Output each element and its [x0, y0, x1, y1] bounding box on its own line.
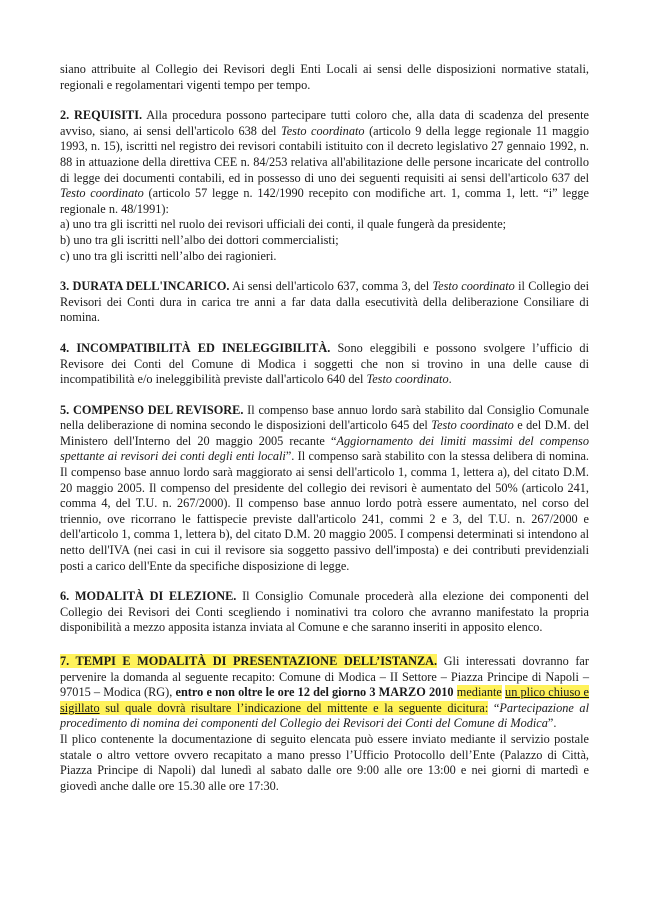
body-text: “: [488, 700, 500, 715]
section-heading: 6. MODALITÀ DI ELEZIONE.: [60, 589, 237, 604]
intro-text: siano attribuite al Collegio dei Revisori degli Enti Locali ai sensi delle disposizioni normative statali, regionali e regolamentari vigenti tempo per tempo.: [60, 62, 589, 92]
section-tempi: [60, 654, 589, 732]
body-text: Sono eleggibili e possono svolgere l’ufficio di Revisore dei Conti del Comune di Modica i soggetti che non si trovino in una delle cause di incompatibilità e/o ineleggibilità previste dall'articolo 640 del: [60, 340, 589, 387]
italic-text: Testo coordinato: [432, 279, 515, 294]
section-heading: 3. DURATA DELL'INCARICO.: [60, 279, 230, 294]
body-text: Il compenso base annuo lordo sarà stabilito dal Consiglio Comunale nella deliberazione di nomina secondo le disposizioni dell'articolo 645 del: [60, 402, 589, 433]
italic-text: Testo coordinato: [281, 123, 365, 138]
section-elezione: [60, 589, 589, 636]
section-heading: 2. REQUISITI.: [60, 108, 143, 123]
section-heading: 4. INCOMPATIBILITÀ ED INELEGGIBILITÀ.: [60, 340, 331, 355]
section-compenso: [60, 403, 589, 575]
deadline-text: entro e non oltre le ore 12 del giorno 3 MARZO 2010: [175, 685, 454, 700]
section-requisiti: [60, 108, 589, 217]
body-text: ”. Il compenso sarà stabilito con la stessa delibera di nomina. Il compenso base annuo lordo sarà maggiorato ai sensi dell'articolo 1, comma 1, lettera a), del citato D.M. 20 maggio 2005. Il compenso del presidente del collegio dei revisori è aumentato del 50% (articolo 241, comma 4, del T.U. n. 267/2000). Il compenso base annuo lordo potrà essere aumentato, nel corso del triennio, ove ricorrano le fattispecie previste dall'articolo 241, commi 2 e 3, del T.U. n. 267/2000 e dell'articolo 1, comma 1, lettera b), del citato D.M. 20 maggio 2005. I compensi determinati si intendono al netto dell'IVA (nei casi in cui il revisore sia soggetto passivo dell'imposta) e dei contributi previdenziali posti a carico dell'Ente da specifiche disposizione di legge.: [60, 449, 590, 573]
body-text: .: [448, 372, 452, 387]
body-text: ”.: [547, 716, 557, 731]
section-heading: 5. COMPENSO DEL REVISORE.: [60, 402, 244, 417]
section-incompatibilita: [60, 341, 589, 388]
highlighted-text: sul quale dovrà risultare l’indicazione del mittente e la seguente dicitura:: [99, 700, 489, 715]
section-tempi-paragraph-2: [60, 732, 589, 794]
body-text: Il Consiglio Comunale procederà alla elezione dei componenti del Collegio dei Revisori dei Conti scegliendo i nominativi tra coloro che avranno manifestato la propria disponibilità a mezzo apposita istanza inviata al Comune e che saranno inseriti in apposito elenco.: [60, 589, 589, 635]
list-item: b) uno tra gli iscritti nell’albo dei dottori commercialisti;: [60, 232, 339, 247]
body-text: Alla procedura possono partecipare tutti coloro che, alla data di scadenza del presente avviso, siano, ai sensi dell'articolo 638 del: [60, 108, 590, 138]
body-text: e del D.M. del Ministero dell'Interno del 20 maggio 2005 recante “: [60, 418, 589, 448]
body-text: Il plico contenente la documentazione di seguito elencata può essere inviato mediante il servizio postale statale o altro vettore ovvero recapitato a mano presso l’Ufficio Protocollo dell’Ente (Palazzo di Città, Piazza Principe di Napoli) dal lunedì al sabato dalle ore 9:00 alle ore 13:00 e nei giorni di martedì e giovedì anche dalle ore 15.30 alle ore 17:30.: [60, 731, 589, 793]
section-durata: [60, 279, 589, 326]
body-text: (articolo 57 legge n. 142/1990 recepito con modifiche art. 1, comma 1, lett. “i” legge regionale n. 48/1991):: [60, 186, 589, 216]
body-text: Ai sensi dell'articolo 637, comma 3, del: [229, 279, 433, 294]
body-text: Gli interessati dovranno far pervenire la domanda al seguente recapito: Comune di Modica – II Settore – Piazza Principe di Napoli – 97015 – Modica (RG),: [60, 654, 589, 700]
body-text: (articolo 9 della legge regionale 11 maggio 1993, n. 15), iscritti nel registro dei revisori contabili istituito con il decreto legislativo 27 gennaio 1992, n. 88 in attuazione della direttiva CEE n. 84/253 relativa all'abilitazione delle persone incaricate del controllo di legge dei documenti contabili, ed in possesso di uno dei seguenti requisiti ai sensi dell'articolo 637 del: [60, 123, 589, 185]
highlighted-text: mediante: [456, 685, 502, 700]
section-heading-highlighted: 7. TEMPI E MODALITÀ DI PRESENTAZIONE DELL’ISTANZA.: [60, 654, 438, 668]
italic-text: Testo coordinato: [60, 186, 144, 201]
italic-text: Partecipazione al procedimento di nomina dei componenti del Collegio dei Revisori dei Conti del Comune di Modica: [60, 700, 589, 731]
list-item: c) uno tra gli iscritti nell’albo dei ragionieri.: [60, 248, 277, 263]
italic-text: Aggiornamento dei limiti massimi del compenso spettante ai revisori dei conti degli enti locali: [60, 433, 589, 464]
italic-text: Testo coordinato: [366, 372, 449, 387]
list-item: a) uno tra gli iscritti nel ruolo dei revisori ufficiali dei conti, il quale fungerà da presidente;: [60, 217, 507, 232]
underlined-highlighted-text: un plico chiuso e sigillato: [60, 685, 590, 715]
body-text: il Collegio dei Revisori dei Conti dura in carica tre anni a far data dalla esecutività della deliberazione Consiliare di nomina.: [60, 279, 589, 325]
intro-paragraph: [60, 62, 589, 93]
italic-text: Testo coordinato: [431, 418, 514, 433]
